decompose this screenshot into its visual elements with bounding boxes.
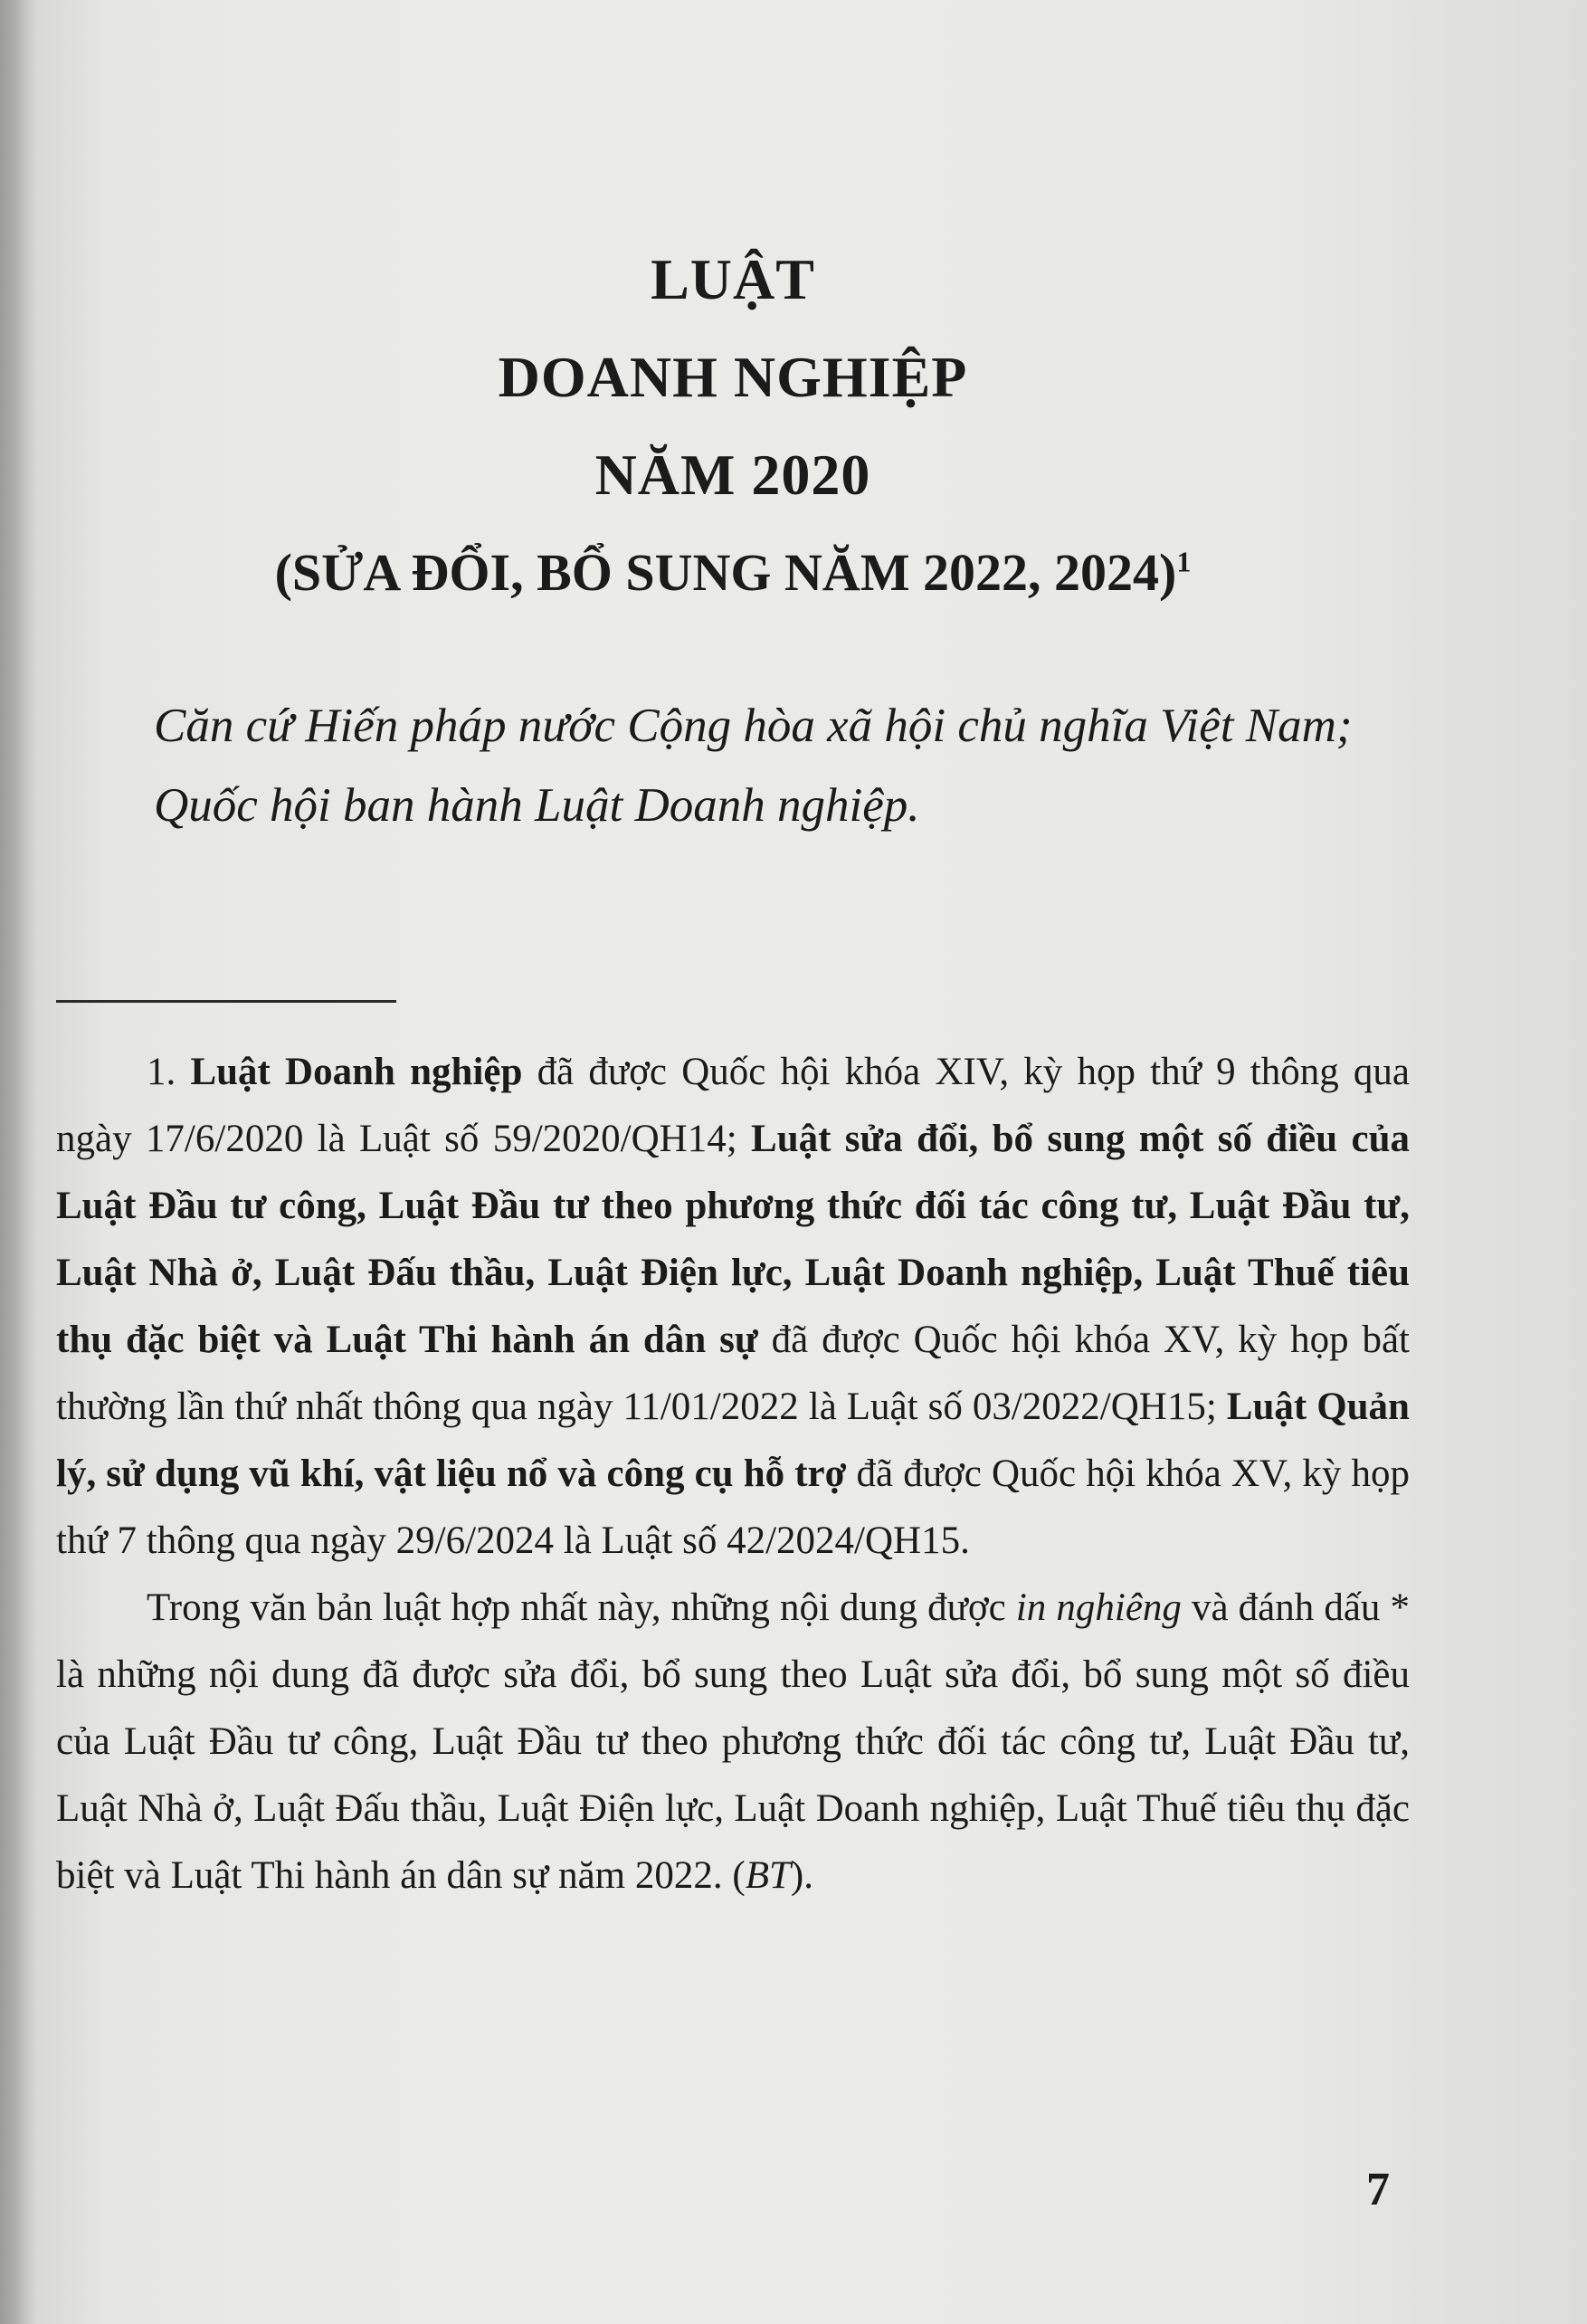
footnote-p1-run-5: đã được Quốc hội khóa XV, kỳ họp bất thường lần thứ nhất thông qua ngày 11/01/2022 là Luật số 03/2022/QH15; <box>56 1319 1411 1428</box>
preamble-line-1: Căn cứ Hiến pháp nước Cộng hòa xã hội chủ nghĩa Việt Nam; <box>154 700 1353 752</box>
footnote-p2-run-1: Trong văn bản luật hợp nhất này, những nội dung được <box>147 1586 1016 1629</box>
page-number: 7 <box>1366 2164 1390 2215</box>
footnote-p2-run-4: BT <box>745 1854 791 1897</box>
preamble-line-2: Quốc hội ban hành Luật Doanh nghiệp. <box>154 779 920 832</box>
footnote-p1-run-2: Luật Doanh nghiệp <box>190 1051 523 1093</box>
footnote-p1-run-3: đã được Quốc hội khóa XIV, kỳ họp thứ 9 thông qua ngày 17/6/2020 là Luật số 59/2020/QH14; <box>56 1051 1411 1160</box>
footnote-p1-run-7: đã được Quốc hội khóa XV, kỳ họp thứ 7 thông qua ngày 29/6/2024 là Luật số 42/2024/QH15. <box>56 1452 1410 1562</box>
preamble <box>63 686 1411 845</box>
title-line-2: DOANH NGHIỆP <box>498 345 968 409</box>
footnote-paragraph-1 <box>56 1039 1410 1575</box>
law-title <box>0 231 1466 622</box>
footnote-p2-run-5: ). <box>790 1854 813 1897</box>
footnote-separator <box>56 1000 396 1003</box>
footnote-p1-run-1: 1. <box>147 1051 191 1093</box>
footnote-reference: 1 <box>1176 545 1192 578</box>
title-line-3: NĂM 2020 <box>594 443 871 507</box>
footnote-p1-run-6: Luật Quản lý, sử dụng vũ khí, vật liệu nổ và công cụ hỗ trợ <box>56 1386 1410 1495</box>
footnote-p2-run-2: in nghiêng <box>1015 1586 1182 1629</box>
footnote <box>56 1039 1410 1910</box>
title-line-1: LUẬT <box>651 247 815 311</box>
footnote-paragraph-2 <box>56 1575 1410 1910</box>
footnote-p1-run-4: Luật sửa đổi, bổ sung một số điều của Luật Đầu tư công, Luật Đầu tư theo phương thức đối tác công tư, Luật Đầu tư, Luật Nhà ở, Luật Đấu thầu, Luật Điện lực, Luật Doanh nghiệp, Luật Thuế tiêu thụ đặc biệt và Luật Thi hành án dân sự <box>56 1118 1410 1361</box>
title-line-4 <box>0 524 1466 622</box>
title-amendment: (SỬA ĐỔI, BỔ SUNG NĂM 2022, 2024) <box>274 543 1177 602</box>
footnote-p2-run-3: và đánh dấu * là những nội dung đã được sửa đổi, bổ sung theo Luật sửa đổi, bổ sung một số điều của Luật Đầu tư công, Luật Đầu tư theo phương thức đối tác công tư, Luật Đầu tư, Luật Nhà ở, Luật Đấu thầu, Luật Điện lực, Luật Doanh nghiệp, Luật Thuế tiêu thụ đặc biệt và Luật Thi hành án dân sự năm 2022. ( <box>56 1586 1410 1897</box>
